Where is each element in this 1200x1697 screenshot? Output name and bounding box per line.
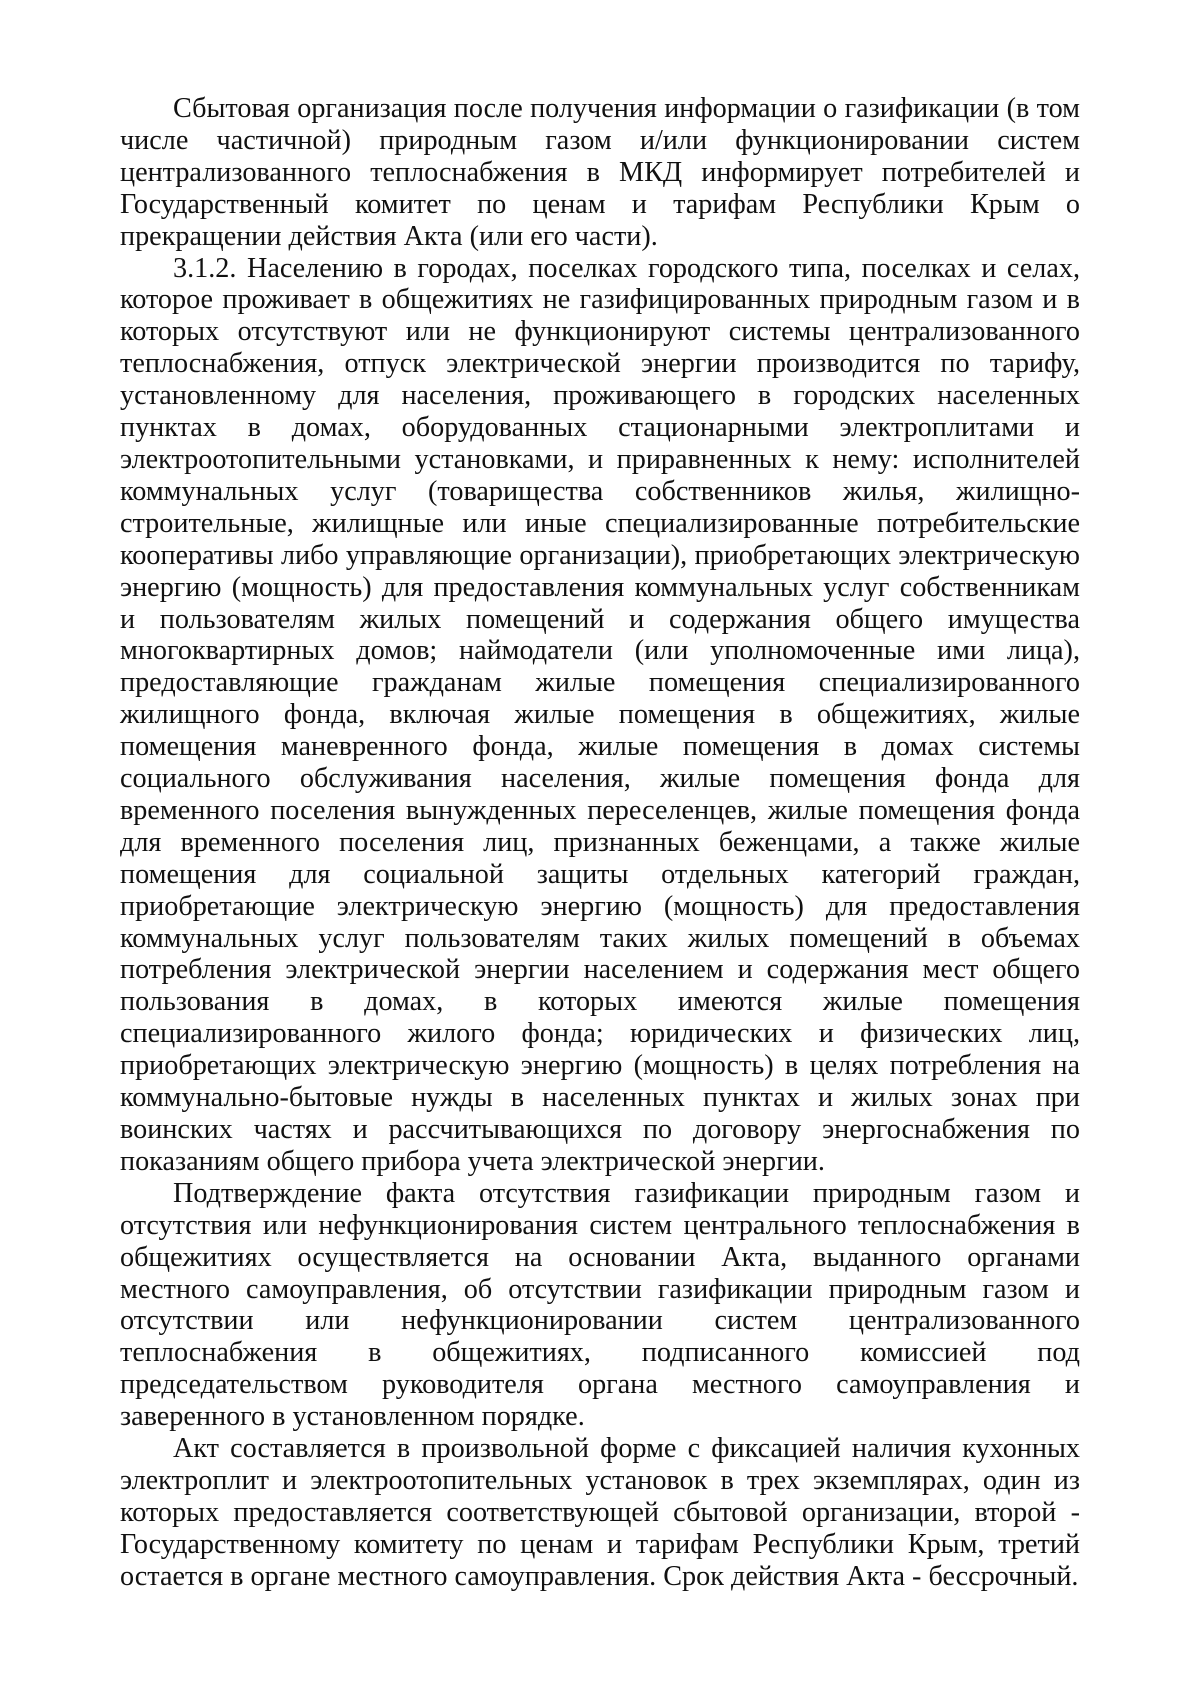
paragraph-3-1-2: 3.1.2. Населению в городах, поселках городского типа, поселках и селах, которое проживает в общежитиях не газифицированных природным газом и в которых отсутствуют или не функционируют системы централизованного теплоснабжения, отпуск электрической энергии производится по тарифу, установленному для населения, проживающего в городских населенных пунктах в домах, оборудованных стационарными электроплитами и электроотопительными установками, и приравненных к нему: исполнителей коммунальных услуг (товарищества собственников жилья, жилищно-строительные, жилищные или иные специализированные потребительские кооперативы либо управляющие организации), приобретающих электрическую энергию (мощность) для предоставления коммунальных услуг собственникам и пользователям жилых помещений и содержания общего имущества многоквартирных домов; наймодатели (или уполномоченные ими лица), предоставляющие гражданам жилые помещения специализированного жилищного фонда, включая жилые помещения в общежитиях, жилые помещения маневренного фонда, жилые помещения в домах системы социального обслуживания населения, жилые помещения фонда для временного поселения вынужденных переселенцев, жилые помещения фонда для временного поселения лиц, признанных беженцами, а также жилые помещения для социальной защиты отдельных категорий граждан, приобретающие электрическую энергию (мощность) для предоставления коммунальных услуг пользователям таких жилых помещений в объемах потребления электрической энергии населением и содержания мест общего пользования в домах, в которых имеются жилые помещения специализированного жилого фонда; юридических и физических лиц, приобретающих электрическую энергию (мощность) в целях потребления на коммунально-бытовые нужды в населенных пунктах и жилых зонах при воинских частях и рассчитывающихся по договору энергоснабжения по показаниям общего прибора учета электрической энергии. <box>120 252 1080 1177</box>
paragraph-gas-notification: Сбытовая организация после получения информации о газификации (в том числе частичной) природным газом и/или функционировании систем централизованного теплоснабжения в МКД информирует потребителей и Государственный комитет по ценам и тарифам Республики Крым о прекращении действия Акта (или его части). <box>120 93 1080 252</box>
paragraph-act-form: Акт составляется в произвольной форме с фиксацией наличия кухонных электроплит и электроотопительных установок в трех экземплярах, один из которых предоставляется соответствующей сбытовой организации, второй - Государственному комитету по ценам и тарифам Республики Крым, третий остается в органе местного самоуправления. Срок действия Акта - бессрочный. <box>120 1433 1080 1592</box>
paragraph-confirmation: Подтверждение факта отсутствия газификации природным газом и отсутствия или нефункционирования систем центрального теплоснабжения в общежитиях осуществляется на основании Акта, выданного органами местного самоуправления, об отсутствии газификации природным газом и отсутствии или нефункционировании систем централизованного теплоснабжения в общежитиях, подписанного комиссией под председательством руководителя органа местного самоуправления и заверенного в установленном порядке. <box>120 1177 1080 1433</box>
